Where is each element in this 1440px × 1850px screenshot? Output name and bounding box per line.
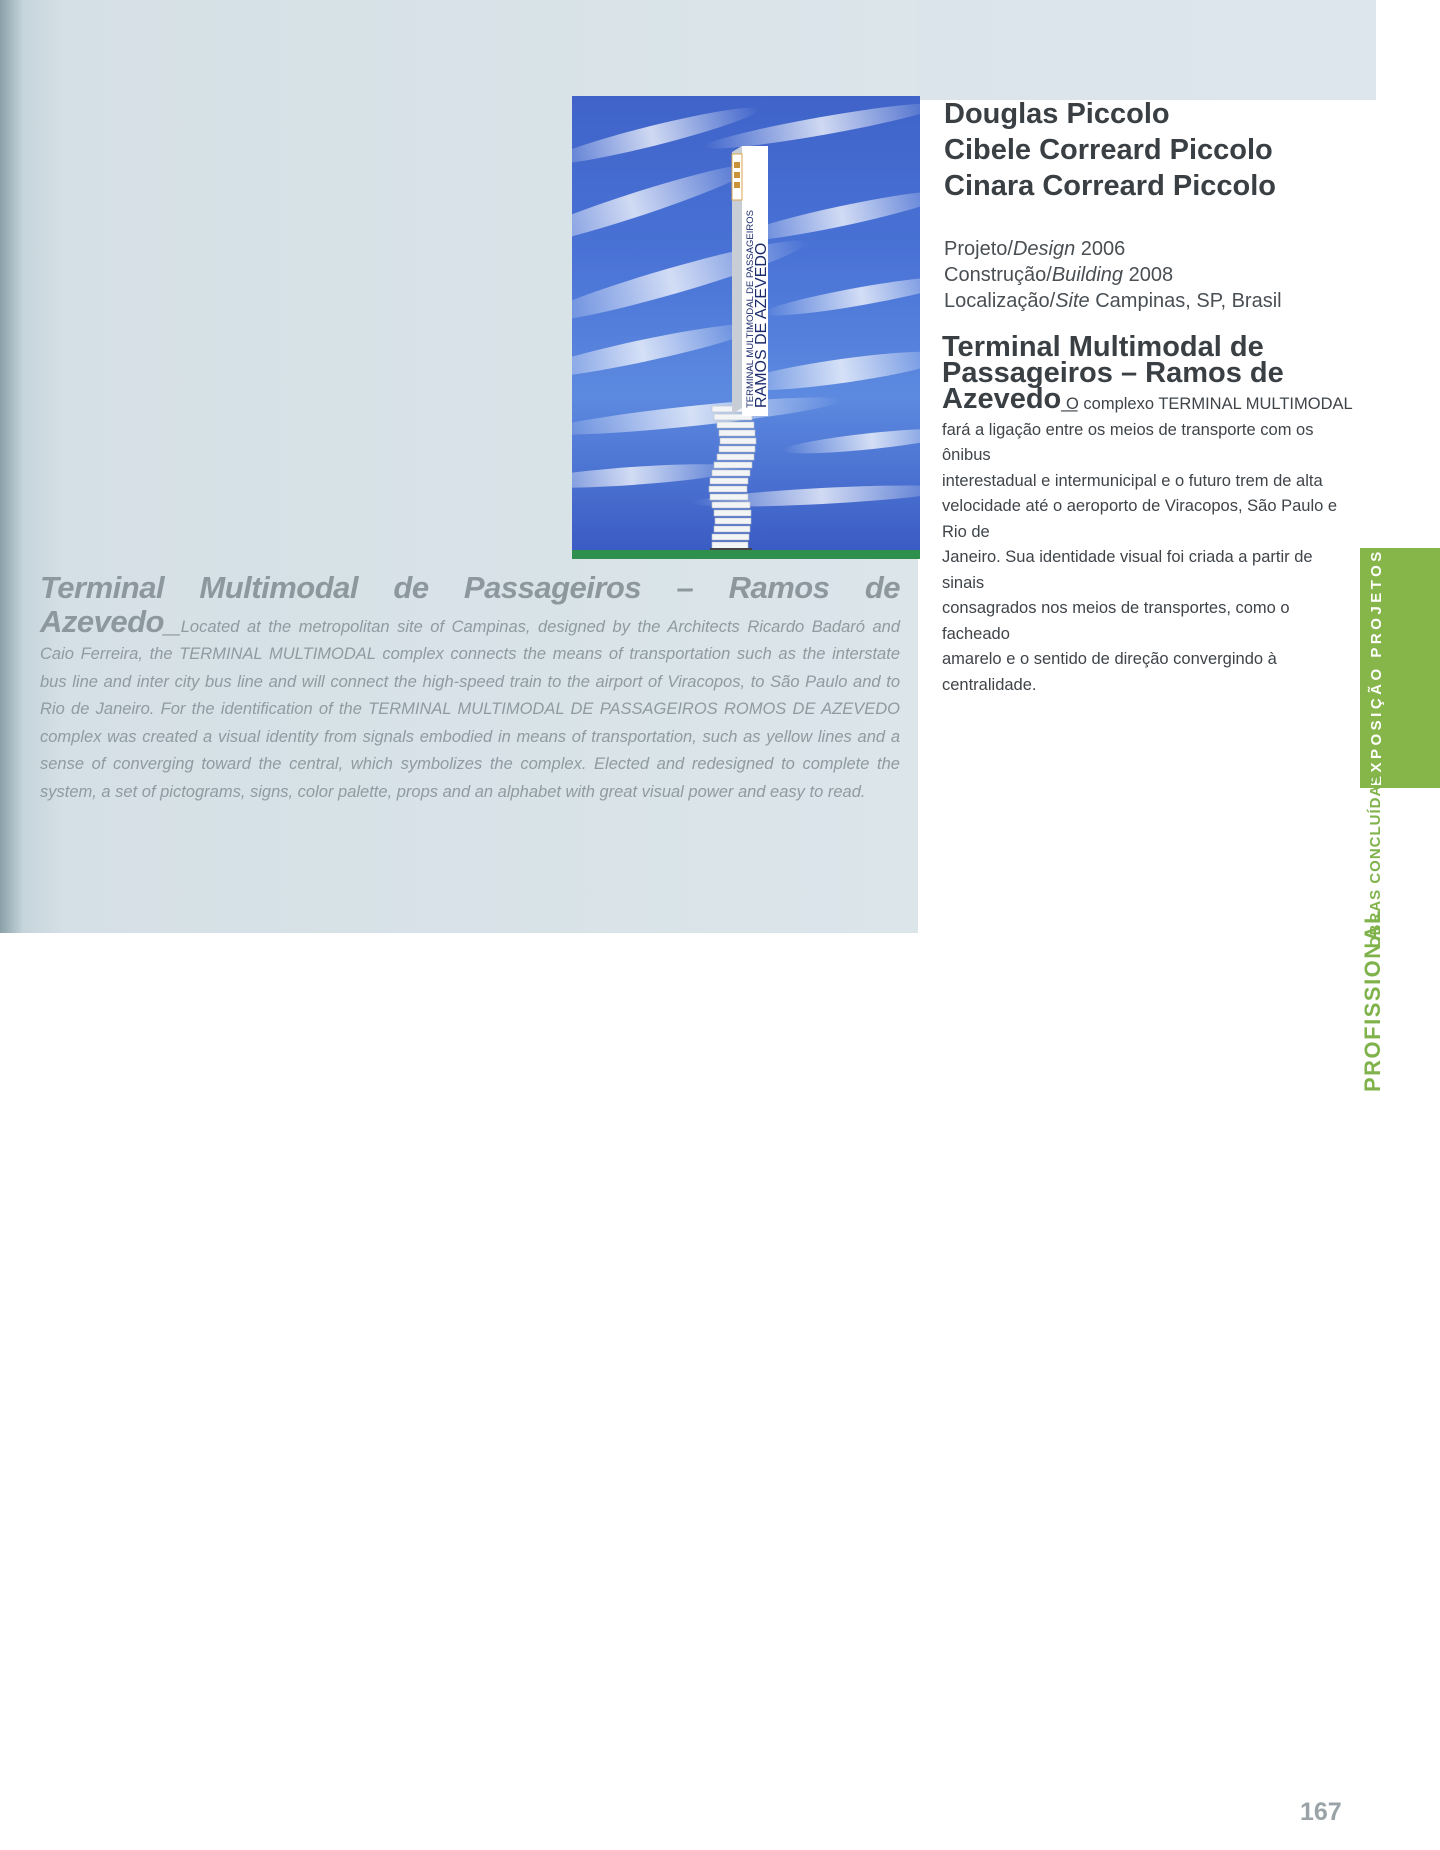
pt-title-line: Azevedo_	[942, 383, 1078, 415]
author-name: Douglas Piccolo	[944, 98, 1170, 130]
meta-label: Localização/	[944, 290, 1056, 312]
meta-label-en: Design	[1012, 238, 1076, 260]
project-meta	[944, 236, 1282, 314]
meta-value: 2008	[1128, 264, 1174, 286]
meta-site-row	[944, 288, 1282, 314]
pt-body-line: amarelo e o sentido de direção convergindo à centralidade.	[942, 650, 1277, 694]
portuguese-body	[942, 392, 1354, 698]
meta-label: Projeto/	[944, 238, 1013, 260]
meta-design-row	[944, 236, 1282, 262]
tower-photo	[572, 96, 920, 558]
category-label: OBRAS CONCLUÍDAS	[1367, 773, 1384, 948]
english-title: Terminal Multimodal de Passageiros – Ramos de Azevedo_	[40, 570, 900, 639]
meta-building-row	[944, 262, 1282, 288]
english-description	[40, 570, 900, 806]
meta-label-en: Building	[1051, 264, 1124, 286]
pt-body-line: velocidade até o aeroporto de Viracopos, São Paulo e Rio de	[942, 497, 1338, 541]
pt-body-line: interestadual e intermunicipal e o futuro trem de alta	[942, 471, 1323, 490]
profile-label: PROFISSIONAL	[1360, 908, 1385, 1092]
authors-list	[944, 96, 1276, 204]
meta-label-en: Site	[1055, 290, 1090, 312]
meta-label: Construção/	[944, 264, 1052, 286]
author-name: Cibele Correard Piccolo	[944, 134, 1273, 166]
page-number: 167	[1300, 1798, 1342, 1826]
photo-ground-strip	[572, 550, 920, 559]
pt-body-line: consagrados nos meios de transportes, como o facheado	[942, 599, 1290, 643]
english-body: Located at the metropolitan site of Campinas, designed by the Architects Ricardo Badaró and Caio Ferreira, the TERMINAL MULTIMODAL complex connects the means of transportation such as the interstate bus line and inter city bus line and will connect the high-speed train to the airport of Viracopos, to São Paulo and to Rio de Janeiro. For the identification of the TERMINAL MULTIMODAL DE PASSAGEIROS ROMOS DE AZEVEDO complex was created a visual identity from signals embodied in means of transportation, such as yellow lines and a sense of converging toward the central, which symbolizes the complex. Elected and redesigned to complete the system, a set of pictograms, signs, color palette, props and an alphabet with great visual power and easy to read.	[40, 617, 900, 801]
pt-body-line: Janeiro. Sua identidade visual foi criada a partir de sinais	[942, 548, 1313, 592]
meta-value: 2006	[1080, 238, 1126, 260]
pt-spacer	[942, 392, 1354, 418]
meta-value: Campinas, SP, Brasil	[1095, 290, 1282, 312]
pt-lead: O complexo TERMINAL MULTIMODAL	[1066, 395, 1353, 413]
pt-body-line: fará a ligação entre os meios de transporte com os ônibus	[942, 420, 1314, 464]
sign-small-text: TERMINAL MULTIMODAL DE PASSAGEIROS	[745, 210, 756, 408]
pt-title-line: Terminal Multimodal de	[942, 331, 1264, 363]
tower-base	[709, 406, 756, 552]
author-name: Cinara Correard Piccolo	[944, 170, 1276, 202]
tower-sign	[732, 146, 770, 416]
pt-title-line: Passageiros – Ramos de	[942, 357, 1284, 389]
sign-big-text: RAMOS DE AZEVEDO	[753, 242, 770, 408]
section-tab-label: EXPOSIÇÃO PROJETOS	[1368, 548, 1385, 786]
